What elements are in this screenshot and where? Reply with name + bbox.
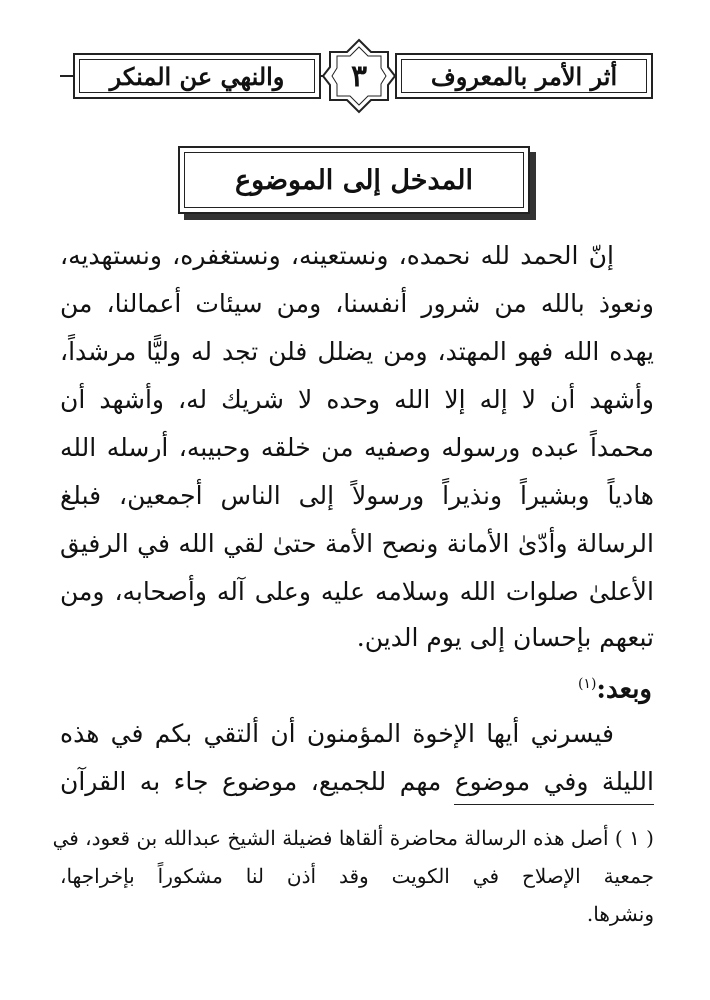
- section-title: المدخل إلى الموضوع: [235, 164, 473, 196]
- body-line: ونعوذ بالله من شرور أنفسنا، ومن سيئات أعمالنا، من: [60, 289, 654, 318]
- body-line: هادياً وبشيراً ونذيراً ورسولاً إلى الناس أجمعين، فبلغ: [60, 481, 654, 510]
- header-book-title-box: [395, 53, 653, 99]
- section-title-box: [178, 146, 530, 214]
- footnote-line: ( ١ ) أصل هذه الرسالة محاضرة ألقاها فضيلة الشيخ عبدالله بن قعود، في: [52, 826, 654, 850]
- body-line: محمداً عبده ورسوله وصفيه من خلقه وحبيبه، أرسله الله: [60, 433, 654, 462]
- footnote-line: ونشرها.: [586, 902, 654, 926]
- body-line: تبعهم بإحسان إلى يوم الدين.: [356, 623, 654, 652]
- header-book-subtitle: والنهي عن المنكر: [109, 61, 285, 91]
- body-line: وأشهد أن لا إله إلا الله وحده لا شريك له، وأشهد أن: [60, 385, 654, 414]
- wabad-text: وبعد:: [596, 674, 652, 705]
- body-line: الرسالة وأدّىٰ الأمانة ونصح الأمة حتىٰ لقي الله في الرفيق: [60, 529, 654, 558]
- wabad-heading: [578, 660, 652, 714]
- header-book-title: أثر الأمر بالمعروف: [430, 61, 618, 91]
- body-line: الأعلىٰ صلوات الله وسلامه عليه وعلى آله وأصحابه، ومن: [60, 577, 654, 606]
- header-book-subtitle-box: [73, 53, 321, 99]
- page-number-badge: [320, 37, 398, 115]
- body-line: فيسرني أيها الإخوة المؤمنون أن ألتقي بكم في هذه: [60, 719, 614, 748]
- body-line: يهده الله فهو المهتد، ومن يضلل فلن تجد له وليًّا مرشداً،: [60, 337, 654, 366]
- body-line: الليلة وفي موضوع مهم للجميع، موضوع جاء به القرآن: [60, 767, 654, 796]
- header-rule-left: [60, 75, 73, 77]
- footnote-reference: (١): [577, 676, 597, 692]
- page-number: ٣: [350, 58, 368, 94]
- footnote-line: جمعية الإصلاح في الكويت وقد أذن لنا مشكوراً بإخراجها،: [60, 864, 654, 888]
- body-line: إنّ الحمد لله نحمده، ونستعينه، ونستغفره، ونستهديه،: [60, 241, 614, 270]
- footnote-separator: [454, 804, 654, 805]
